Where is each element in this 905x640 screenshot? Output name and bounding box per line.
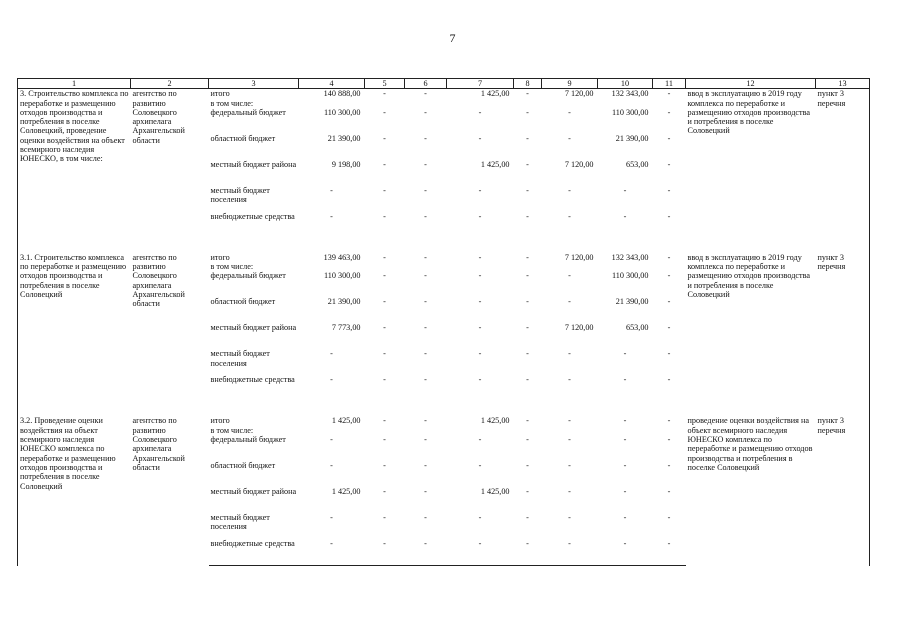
- header-col-6: 6: [405, 79, 447, 89]
- gap-cell: [131, 238, 209, 253]
- amount-cell: -: [568, 416, 571, 426]
- amount-cell: -: [568, 185, 571, 195]
- amount-cell: 21 390,00: [615, 133, 649, 143]
- gap-cell: [365, 401, 405, 416]
- funding-source: местный бюджет поселения: [210, 185, 270, 205]
- amount-cell: -: [526, 159, 529, 169]
- amount-cell: -: [424, 435, 427, 445]
- gap-cell: [816, 238, 870, 253]
- header-col-9: 9: [542, 79, 598, 89]
- page-number: 7: [449, 31, 456, 45]
- amount-cell: -: [478, 375, 482, 385]
- amount-cell: -: [424, 461, 427, 471]
- amount-cell: -: [667, 487, 671, 497]
- amount-cell: -: [623, 435, 627, 445]
- amount-cell: -: [526, 271, 529, 281]
- amount-cell: -: [478, 323, 482, 333]
- amount-cell: -: [568, 513, 571, 523]
- amount-cell: 653,00: [625, 159, 649, 169]
- amount-cell: 7 120,00: [564, 89, 594, 99]
- gap-cell: [598, 238, 653, 253]
- amount-cell: -: [383, 252, 386, 262]
- funding-source: внебюджетные средства: [209, 539, 299, 566]
- gap-cell: [653, 401, 686, 416]
- amount-cell: 7 120,00: [564, 159, 594, 169]
- amount-cell: -: [598, 539, 653, 566]
- amount-cell: -: [478, 271, 482, 281]
- amount-cell: -: [383, 185, 386, 195]
- amount-cell: -: [667, 435, 671, 445]
- amount-cell: -: [514, 539, 542, 566]
- amount-cell: 1 425,00: [480, 89, 510, 99]
- amount-cell: -: [667, 349, 671, 359]
- table-row: [18, 89, 870, 108]
- event-name: 3.2. Проведение оценки воздействия на объект всемирного наследия ЮНЕСКО комплекса по переработке и размещению отходов производства и потребления в поселке Соловецкий: [18, 416, 131, 565]
- amount-cell: -: [383, 271, 386, 281]
- amount-cell: -: [383, 375, 386, 385]
- funding-source: местный бюджет поселения: [210, 349, 270, 368]
- amount-cell: -: [568, 297, 571, 307]
- amount-cell: -: [330, 513, 333, 523]
- amount-cell: -: [568, 461, 571, 471]
- amount-cell: -: [405, 539, 447, 566]
- amount-cell: -: [424, 323, 427, 333]
- reference: пункт 3 перечня: [816, 416, 870, 565]
- amount-cell: -: [667, 107, 671, 117]
- header-col-12: 12: [686, 79, 816, 89]
- amount-cell: 1 425,00: [331, 487, 361, 497]
- amount-cell: -: [526, 461, 529, 471]
- section-gap: [18, 238, 870, 253]
- funding-source: итого в том числе:: [210, 89, 254, 108]
- amount-cell: -: [383, 461, 386, 471]
- amount-cell: -: [568, 375, 571, 385]
- amount-cell: -: [330, 349, 333, 359]
- funding-source: областной бюджет: [210, 461, 276, 471]
- amount-cell: -: [526, 487, 529, 497]
- amount-cell: -: [667, 211, 671, 221]
- amount-cell: 1 425,00: [480, 416, 510, 426]
- amount-cell: -: [478, 133, 482, 143]
- gap-cell: [542, 401, 598, 416]
- amount-cell: -: [526, 211, 529, 221]
- gap-cell: [686, 401, 816, 416]
- amount-cell: -: [383, 211, 386, 221]
- amount-cell: 21 390,00: [327, 297, 361, 307]
- amount-cell: -: [424, 211, 427, 221]
- responsible-agency: агентство по развитию Соловецкого архипелага Архангельской области: [132, 252, 185, 309]
- amount-cell: -: [526, 323, 529, 333]
- gap-cell: [653, 238, 686, 253]
- amount-cell: -: [478, 297, 482, 307]
- amount-cell: -: [424, 252, 427, 262]
- header-col-8: 8: [514, 79, 542, 89]
- amount-cell: -: [383, 513, 386, 523]
- amount-cell: 1 425,00: [480, 159, 510, 169]
- funding-source: итого в том числе:: [210, 416, 254, 435]
- amount-cell: -: [330, 211, 333, 221]
- gap-cell: [405, 401, 447, 416]
- amount-cell: -: [383, 133, 386, 143]
- amount-cell: -: [383, 349, 386, 359]
- amount-cell: -: [478, 107, 482, 117]
- amount-cell: -: [478, 185, 482, 195]
- amount-cell: -: [526, 513, 529, 523]
- expected-result: проведение оценки воздействия на объект всемирного наследия ЮНЕСКО комплекса по переработке и размещению отходов производства и потребления в поселке Соловецкий: [687, 416, 813, 472]
- funding-source: областной бюджет: [210, 297, 276, 307]
- amount-cell: -: [667, 185, 671, 195]
- amount-cell: -: [526, 375, 529, 385]
- table-row: [18, 253, 870, 272]
- event-name: 3. Строительство комплекса по переработке и размещению отходов производства и потребления в поселке Соловецкий, проведение оценки воздействия на объект всемирного наследия ЮНЕСКО, в том числе:: [18, 89, 131, 238]
- amount-cell: 110 300,00: [611, 271, 649, 281]
- amount-cell: -: [568, 211, 571, 221]
- amount-cell: 132 343,00: [611, 89, 649, 99]
- amount-cell: 132 343,00: [611, 252, 649, 262]
- amount-cell: -: [424, 513, 427, 523]
- header-col-3: 3: [209, 79, 299, 89]
- gap-cell: [514, 238, 542, 253]
- funding-source: внебюджетные средства: [210, 375, 295, 385]
- amount-cell: -: [424, 349, 427, 359]
- amount-cell: -: [383, 323, 386, 333]
- amount-cell: -: [330, 375, 333, 385]
- gap-cell: [447, 401, 514, 416]
- amount-cell: -: [424, 297, 427, 307]
- amount-cell: -: [667, 133, 671, 143]
- gap-cell: [365, 238, 405, 253]
- amount-cell: -: [365, 539, 405, 566]
- header-col-5: 5: [365, 79, 405, 89]
- amount-cell: -: [478, 435, 482, 445]
- amount-cell: 7 120,00: [564, 252, 594, 262]
- amount-cell: -: [568, 435, 571, 445]
- header-col-4: 4: [299, 79, 365, 89]
- header-col-1: 1: [18, 79, 131, 89]
- amount-cell: -: [478, 513, 482, 523]
- gap-cell: [18, 238, 131, 253]
- amount-cell: -: [424, 416, 427, 426]
- amount-cell: -: [568, 133, 571, 143]
- amount-cell: -: [568, 349, 571, 359]
- gap-cell: [299, 401, 365, 416]
- amount-cell: -: [667, 89, 671, 99]
- amount-cell: 1 425,00: [331, 416, 361, 426]
- gap-cell: [447, 238, 514, 253]
- amount-cell: -: [623, 185, 627, 195]
- funding-source: внебюджетные средства: [210, 211, 295, 221]
- funding-source: федеральный бюджет: [210, 107, 286, 117]
- amount-cell: -: [623, 349, 627, 359]
- amount-cell: -: [383, 107, 386, 117]
- amount-cell: -: [623, 487, 627, 497]
- amount-cell: -: [623, 375, 627, 385]
- amount-cell: 139 463,00: [323, 252, 361, 262]
- amount-cell: -: [667, 323, 671, 333]
- amount-cell: -: [383, 297, 386, 307]
- amount-cell: -: [623, 211, 627, 221]
- amount-cell: 9 198,00: [331, 159, 361, 169]
- amount-cell: -: [667, 271, 671, 281]
- amount-cell: -: [667, 461, 671, 471]
- amount-cell: -: [383, 435, 386, 445]
- gap-cell: [405, 238, 447, 253]
- reference: пункт 3 перечня: [816, 253, 870, 402]
- amount-cell: -: [478, 252, 482, 262]
- amount-cell: -: [424, 375, 427, 385]
- amount-cell: -: [667, 297, 671, 307]
- gap-cell: [514, 401, 542, 416]
- amount-cell: -: [383, 487, 386, 497]
- amount-cell: 110 300,00: [611, 107, 649, 117]
- header-col-7: 7: [447, 79, 514, 89]
- amount-cell: -: [424, 487, 427, 497]
- table-body: [18, 89, 870, 566]
- amount-cell: -: [568, 487, 571, 497]
- responsible-agency: агентство по развитию Соловецкого архипелага Архангельской области: [132, 89, 185, 145]
- amount-cell: -: [667, 513, 671, 523]
- amount-cell: -: [424, 185, 427, 195]
- amount-cell: -: [667, 252, 671, 262]
- amount-cell: -: [526, 185, 529, 195]
- amount-cell: -: [424, 159, 427, 169]
- amount-cell: -: [447, 539, 514, 566]
- amount-cell: -: [424, 89, 427, 99]
- gap-cell: [299, 238, 365, 253]
- amount-cell: -: [526, 252, 529, 262]
- gap-cell: [816, 401, 870, 416]
- gap-cell: [209, 401, 299, 416]
- amount-cell: -: [526, 107, 529, 117]
- funding-source: федеральный бюджет: [210, 271, 286, 281]
- gap-cell: [131, 401, 209, 416]
- amount-cell: -: [424, 133, 427, 143]
- expected-result: ввод в эксплуатацию в 2019 году комплекса по переработке и размещению отходов производства и потребления в поселке Соловецкий: [687, 89, 811, 136]
- amount-cell: -: [653, 539, 686, 566]
- amount-cell: -: [623, 513, 627, 523]
- funding-source: областной бюджет: [210, 133, 276, 143]
- event-name: 3.1. Строительство комплекса по переработке и размещению отходов производства и потребления в поселке Соловецкий: [18, 253, 131, 402]
- amount-cell: -: [424, 271, 427, 281]
- amount-cell: -: [330, 461, 333, 471]
- header-col-2: 2: [131, 79, 209, 89]
- amount-cell: -: [526, 297, 529, 307]
- header-col-13: 13: [816, 79, 870, 89]
- table-row: [18, 416, 870, 435]
- amount-cell: -: [478, 349, 482, 359]
- gap-cell: [209, 238, 299, 253]
- amount-cell: 7 120,00: [564, 323, 594, 333]
- amount-cell: -: [526, 349, 529, 359]
- table-header: [18, 79, 870, 89]
- funding-source: итого в том числе:: [210, 252, 254, 272]
- amount-cell: -: [526, 435, 529, 445]
- amount-cell: 110 300,00: [323, 107, 361, 117]
- funding-source: местный бюджет района: [210, 487, 297, 497]
- amount-cell: -: [383, 89, 386, 99]
- amount-cell: -: [568, 107, 571, 117]
- amount-cell: -: [478, 461, 482, 471]
- gap-cell: [18, 401, 131, 416]
- amount-cell: -: [623, 416, 627, 426]
- header-col-10: 10: [598, 79, 653, 89]
- expected-result: ввод в эксплуатацию в 2019 году комплекса по переработке и размещению отходов производства и потребления в поселке Соловецкий: [687, 252, 811, 300]
- amount-cell: -: [383, 159, 386, 169]
- gap-cell: [542, 238, 598, 253]
- amount-cell: -: [667, 416, 671, 426]
- amount-cell: -: [526, 416, 529, 426]
- amount-cell: -: [526, 133, 529, 143]
- section-gap: [18, 401, 870, 416]
- amount-cell: -: [542, 539, 598, 566]
- funding-source: федеральный бюджет: [210, 435, 286, 445]
- program-table: [17, 78, 870, 566]
- amount-cell: -: [526, 89, 529, 99]
- amount-cell: -: [383, 416, 386, 426]
- amount-cell: -: [568, 271, 571, 281]
- amount-cell: 1 425,00: [480, 487, 510, 497]
- amount-cell: 21 390,00: [615, 297, 649, 307]
- amount-cell: -: [478, 211, 482, 221]
- amount-cell: -: [667, 159, 671, 169]
- amount-cell: -: [330, 435, 333, 445]
- amount-cell: -: [623, 461, 627, 471]
- amount-cell: -: [424, 107, 427, 117]
- amount-cell: 7 773,00: [331, 323, 361, 333]
- funding-source: местный бюджет поселения: [210, 513, 270, 532]
- amount-cell: 21 390,00: [327, 133, 361, 143]
- amount-cell: 653,00: [625, 323, 649, 333]
- funding-source: местный бюджет района: [210, 159, 297, 169]
- amount-cell: 110 300,00: [323, 271, 361, 281]
- gap-cell: [686, 238, 816, 253]
- funding-source: местный бюджет района: [210, 323, 297, 333]
- amount-cell: -: [667, 375, 671, 385]
- amount-cell: 140 888,00: [323, 89, 361, 99]
- header-col-11: 11: [653, 79, 686, 89]
- gap-cell: [598, 401, 653, 416]
- amount-cell: -: [299, 539, 365, 566]
- responsible-agency: агентство по развитию Соловецкого архипелага Архангельской области: [132, 416, 185, 472]
- reference: пункт 3 перечня: [816, 89, 870, 238]
- amount-cell: -: [330, 185, 333, 195]
